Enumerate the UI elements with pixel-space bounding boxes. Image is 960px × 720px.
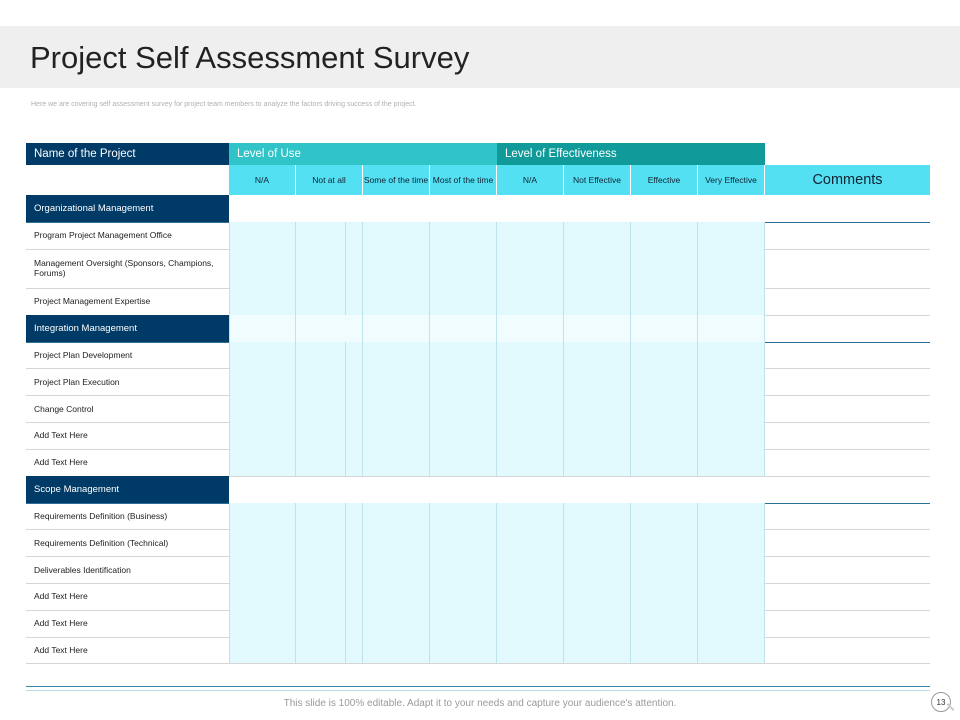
rating-cell[interactable] <box>698 583 765 610</box>
rating-cell[interactable] <box>631 249 698 288</box>
comment-cell[interactable] <box>765 249 930 288</box>
rating-cell[interactable] <box>631 503 698 530</box>
row-label: Requirements Definition (Technical) <box>34 537 169 548</box>
section-rating-cell <box>296 315 363 342</box>
rating-cell[interactable] <box>631 395 698 422</box>
rating-cell[interactable] <box>296 583 363 610</box>
rating-cell[interactable] <box>229 249 296 288</box>
rating-cell[interactable] <box>296 529 363 556</box>
rating-cell[interactable] <box>497 395 564 422</box>
rating-cell[interactable] <box>296 368 363 395</box>
rating-cell[interactable] <box>631 342 698 369</box>
page-number: 13 <box>931 692 951 712</box>
rating-cell[interactable] <box>564 422 631 449</box>
rating-cell[interactable] <box>363 395 430 422</box>
row-divider <box>26 663 930 664</box>
section-rating-cell <box>229 315 296 342</box>
rating-cell[interactable] <box>698 637 765 664</box>
cell-divider <box>345 249 346 288</box>
page-title: Project Self Assessment Survey <box>30 40 470 75</box>
rating-cell[interactable] <box>698 556 765 583</box>
rating-cell[interactable] <box>564 249 631 288</box>
rating-cell[interactable] <box>229 368 296 395</box>
rating-cell[interactable] <box>698 395 765 422</box>
rating-cell[interactable] <box>698 610 765 637</box>
rating-cell[interactable] <box>229 637 296 664</box>
comments-header: Comments <box>765 165 930 195</box>
comment-cell[interactable] <box>765 422 930 449</box>
rating-cell[interactable] <box>631 288 698 315</box>
rating-cell[interactable] <box>497 610 564 637</box>
row-label: Requirements Definition (Business) <box>34 510 168 521</box>
rating-cell[interactable] <box>564 556 631 583</box>
rating-cell[interactable] <box>363 583 430 610</box>
row-label: Project Plan Execution <box>34 376 120 387</box>
rating-cell[interactable] <box>430 288 497 315</box>
use-col-na: N/A <box>229 165 296 195</box>
rating-cell[interactable] <box>296 449 363 476</box>
eff-col-not-effective: Not Effective <box>564 165 631 195</box>
rating-cell[interactable] <box>229 583 296 610</box>
rating-cell[interactable] <box>363 637 430 664</box>
rating-cell[interactable] <box>698 222 765 249</box>
section-header: Scope Management <box>26 476 229 503</box>
rating-cell[interactable] <box>430 610 497 637</box>
rating-cell[interactable] <box>631 529 698 556</box>
rating-cell[interactable] <box>430 395 497 422</box>
rating-cell[interactable] <box>363 222 430 249</box>
section-rating-cell <box>497 315 564 342</box>
section-rating-cell <box>698 315 765 342</box>
row-label: Add Text Here <box>34 591 88 602</box>
section-header: Organizational Management <box>26 195 229 222</box>
row-label: Add Text Here <box>34 644 88 655</box>
cell-divider <box>345 529 346 556</box>
row-label: Deliverables Identification <box>34 564 131 575</box>
rating-cell[interactable] <box>430 368 497 395</box>
rating-cell[interactable] <box>564 368 631 395</box>
use-col-not-at-all: Not at all <box>296 165 363 195</box>
rating-cell[interactable] <box>631 422 698 449</box>
rating-cell[interactable] <box>564 449 631 476</box>
rating-cell[interactable] <box>296 637 363 664</box>
rating-cell[interactable] <box>564 288 631 315</box>
rating-cell[interactable] <box>296 342 363 369</box>
cell-divider <box>345 422 346 449</box>
rating-cell[interactable] <box>631 449 698 476</box>
rating-cell[interactable] <box>564 610 631 637</box>
use-col-some-of-the-time: Some of the time <box>363 165 430 195</box>
row-label: Project Management Expertise <box>34 296 151 307</box>
row-label: Change Control <box>34 403 94 414</box>
rating-cell[interactable] <box>363 449 430 476</box>
rating-cell[interactable] <box>430 249 497 288</box>
rating-cell[interactable] <box>363 422 430 449</box>
cell-divider <box>345 395 346 422</box>
cell-divider <box>345 288 346 315</box>
rating-cell[interactable] <box>229 610 296 637</box>
rating-cell[interactable] <box>497 288 564 315</box>
rating-cell[interactable] <box>497 368 564 395</box>
rating-cell[interactable] <box>631 556 698 583</box>
comment-cell[interactable] <box>765 529 930 556</box>
level-of-use-header: Level of Use <box>229 143 497 165</box>
rating-cell[interactable] <box>229 503 296 530</box>
cell-divider <box>345 583 346 610</box>
rating-cell[interactable] <box>430 222 497 249</box>
rating-cell[interactable] <box>497 222 564 249</box>
row-label: Add Text Here <box>34 457 88 468</box>
rating-cell[interactable] <box>296 556 363 583</box>
row-label: Add Text Here <box>34 618 88 629</box>
row-label: Project Plan Development <box>34 349 133 360</box>
rating-cell[interactable] <box>497 637 564 664</box>
eff-col-na: N/A <box>497 165 564 195</box>
cell-divider <box>345 503 346 530</box>
rating-cell[interactable] <box>430 342 497 369</box>
cell-divider <box>345 342 346 369</box>
rating-cell[interactable] <box>430 503 497 530</box>
rating-cell[interactable] <box>698 422 765 449</box>
rating-cell[interactable] <box>564 222 631 249</box>
rating-cell[interactable] <box>698 288 765 315</box>
comment-cell[interactable] <box>765 503 930 530</box>
rating-cell[interactable] <box>631 637 698 664</box>
rating-cell[interactable] <box>497 342 564 369</box>
comment-cell[interactable] <box>765 368 930 395</box>
comment-cell[interactable] <box>765 449 930 476</box>
title-bar <box>0 26 960 88</box>
rating-cell[interactable] <box>229 529 296 556</box>
section-rating-cell <box>363 315 430 342</box>
cell-divider <box>345 556 346 583</box>
rating-cell[interactable] <box>363 368 430 395</box>
rating-cell[interactable] <box>363 529 430 556</box>
rating-cell[interactable] <box>363 556 430 583</box>
rating-cell[interactable] <box>497 422 564 449</box>
cell-divider <box>345 368 346 395</box>
name-of-project-header: Name of the Project <box>26 143 229 165</box>
rating-cell[interactable] <box>564 529 631 556</box>
row-label: Program Project Management Office <box>34 230 172 241</box>
rating-cell[interactable] <box>430 556 497 583</box>
row-label: Management Oversight (Sponsors, Champions, Forums) <box>34 258 214 279</box>
rating-cell[interactable] <box>296 610 363 637</box>
rating-cell[interactable] <box>430 637 497 664</box>
rating-cell[interactable] <box>296 222 363 249</box>
survey-table <box>26 143 930 663</box>
rating-cell[interactable] <box>564 583 631 610</box>
rating-cell[interactable] <box>564 637 631 664</box>
section-rating-cell <box>564 315 631 342</box>
rating-cell[interactable] <box>296 249 363 288</box>
section-rating-cell <box>631 315 698 342</box>
rating-cell[interactable] <box>698 503 765 530</box>
rating-cell[interactable] <box>497 529 564 556</box>
rating-cell[interactable] <box>296 422 363 449</box>
footer-divider <box>26 686 930 687</box>
rating-cell[interactable] <box>631 368 698 395</box>
rating-cell[interactable] <box>363 342 430 369</box>
rating-cell[interactable] <box>229 288 296 315</box>
rating-cell[interactable] <box>296 503 363 530</box>
comment-cell[interactable] <box>765 395 930 422</box>
rating-cell[interactable] <box>363 610 430 637</box>
section-header: Integration Management <box>26 315 229 342</box>
eff-col-effective: Effective <box>631 165 698 195</box>
rating-cell[interactable] <box>296 288 363 315</box>
comment-cell[interactable] <box>765 610 930 637</box>
rating-cell[interactable] <box>430 422 497 449</box>
cell-divider <box>345 610 346 637</box>
rating-cell[interactable] <box>631 610 698 637</box>
cell-divider <box>345 637 346 664</box>
rating-cell[interactable] <box>497 556 564 583</box>
rating-cell[interactable] <box>631 222 698 249</box>
rating-cell[interactable] <box>698 368 765 395</box>
rating-cell[interactable] <box>564 503 631 530</box>
section-rating-cell <box>430 315 497 342</box>
comment-cell[interactable] <box>765 583 930 610</box>
rating-cell[interactable] <box>363 503 430 530</box>
rating-cell[interactable] <box>698 449 765 476</box>
rating-cell[interactable] <box>564 395 631 422</box>
rating-cell[interactable] <box>363 288 430 315</box>
rating-cell[interactable] <box>229 556 296 583</box>
comment-cell[interactable] <box>765 288 930 315</box>
rating-cell[interactable] <box>497 449 564 476</box>
comment-cell[interactable] <box>765 342 930 369</box>
rating-cell[interactable] <box>497 503 564 530</box>
rating-cell[interactable] <box>564 342 631 369</box>
level-of-effectiveness-header: Level of Effectiveness <box>497 143 765 165</box>
rating-cell[interactable] <box>229 422 296 449</box>
use-col-most-of-the-time: Most of the time <box>430 165 497 195</box>
comment-cell[interactable] <box>765 637 930 664</box>
footer-text: This slide is 100% editable. Adapt it to your needs and capture your audience's attention. <box>283 698 677 709</box>
row-label: Add Text Here <box>34 430 88 441</box>
rating-cell[interactable] <box>497 583 564 610</box>
eff-col-very-effective: Very Effective <box>698 165 765 195</box>
cell-divider <box>345 222 346 249</box>
rating-cell[interactable] <box>363 249 430 288</box>
rating-cell[interactable] <box>229 449 296 476</box>
rating-cell[interactable] <box>296 395 363 422</box>
comment-cell[interactable] <box>765 556 930 583</box>
cell-divider <box>345 449 346 476</box>
rating-cell[interactable] <box>229 222 296 249</box>
rating-cell[interactable] <box>698 529 765 556</box>
rating-cell[interactable] <box>698 249 765 288</box>
rating-cell[interactable] <box>497 249 564 288</box>
footer-divider-light <box>26 690 930 691</box>
rating-cell[interactable] <box>430 529 497 556</box>
comment-cell[interactable] <box>765 222 930 249</box>
rating-cell[interactable] <box>229 395 296 422</box>
rating-cell[interactable] <box>229 342 296 369</box>
rating-cell[interactable] <box>631 583 698 610</box>
rating-cell[interactable] <box>430 449 497 476</box>
rating-cell[interactable] <box>430 583 497 610</box>
page-subtitle: Here we are covering self assessment survey for project team members to analyze the factors driving success of the project. <box>31 101 417 108</box>
rating-cell[interactable] <box>698 342 765 369</box>
